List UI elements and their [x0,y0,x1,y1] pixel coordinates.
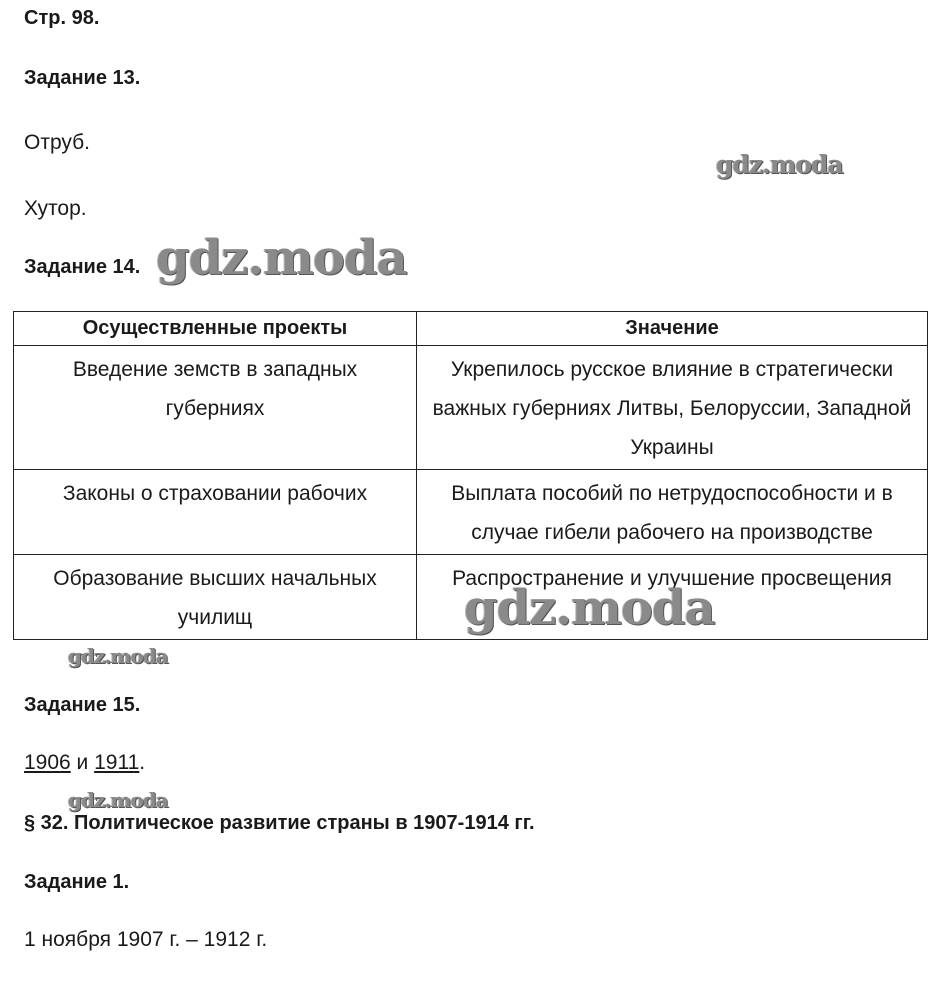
year-1911: 1911 [94,751,140,774]
watermark-logo: gdz.moda [716,150,843,179]
task-13-answer-1: Отруб. [24,131,90,154]
task-1-answer: 1 ноября 1907 г. – 1912 г. [24,928,268,951]
table-cell: Образование высших начальных училищ [14,555,417,640]
task-1-title: Задание 1. [24,871,130,893]
task-13-title: Задание 13. [24,67,141,89]
task-15-title: Задание 15. [24,694,141,716]
table-cell: Выплата пособий по нетрудоспособности и в случае гибели рабочего на производстве [417,470,928,555]
table-header-meaning: Значение [417,312,928,346]
watermark-logo: gdz.moda [464,580,715,636]
table-header-projects: Осуществленные проекты [14,312,417,346]
period: . [139,751,146,774]
table-cell: Укрепилось русское влияние в стратегически важных губерниях Литвы, Белоруссии, Западной Украины [417,346,928,470]
year-1906: 1906 [24,751,71,774]
conjunction: и [70,751,95,774]
table-header-row [14,312,928,346]
table-row [14,346,928,470]
table-cell: Введение земств в западных губерниях [14,346,417,470]
table-cell: Распространение и улучшение просвещения [417,555,928,640]
table-cell: Законы о страховании рабочих [14,470,417,555]
page-header: Стр. 98. [24,7,100,29]
watermark-logo: gdz.moda [68,788,168,812]
section-title: § 32. Политическое развитие страны в 1907-1914 гг. [24,812,535,834]
task-14-title: Задание 14. [24,256,141,278]
table-row [14,470,928,555]
task-15-answer [24,751,145,775]
watermark-logo: gdz.moda [68,644,168,668]
watermark-logo: gdz.moda [156,230,407,286]
task-13-answer-2: Хутор. [24,197,87,220]
